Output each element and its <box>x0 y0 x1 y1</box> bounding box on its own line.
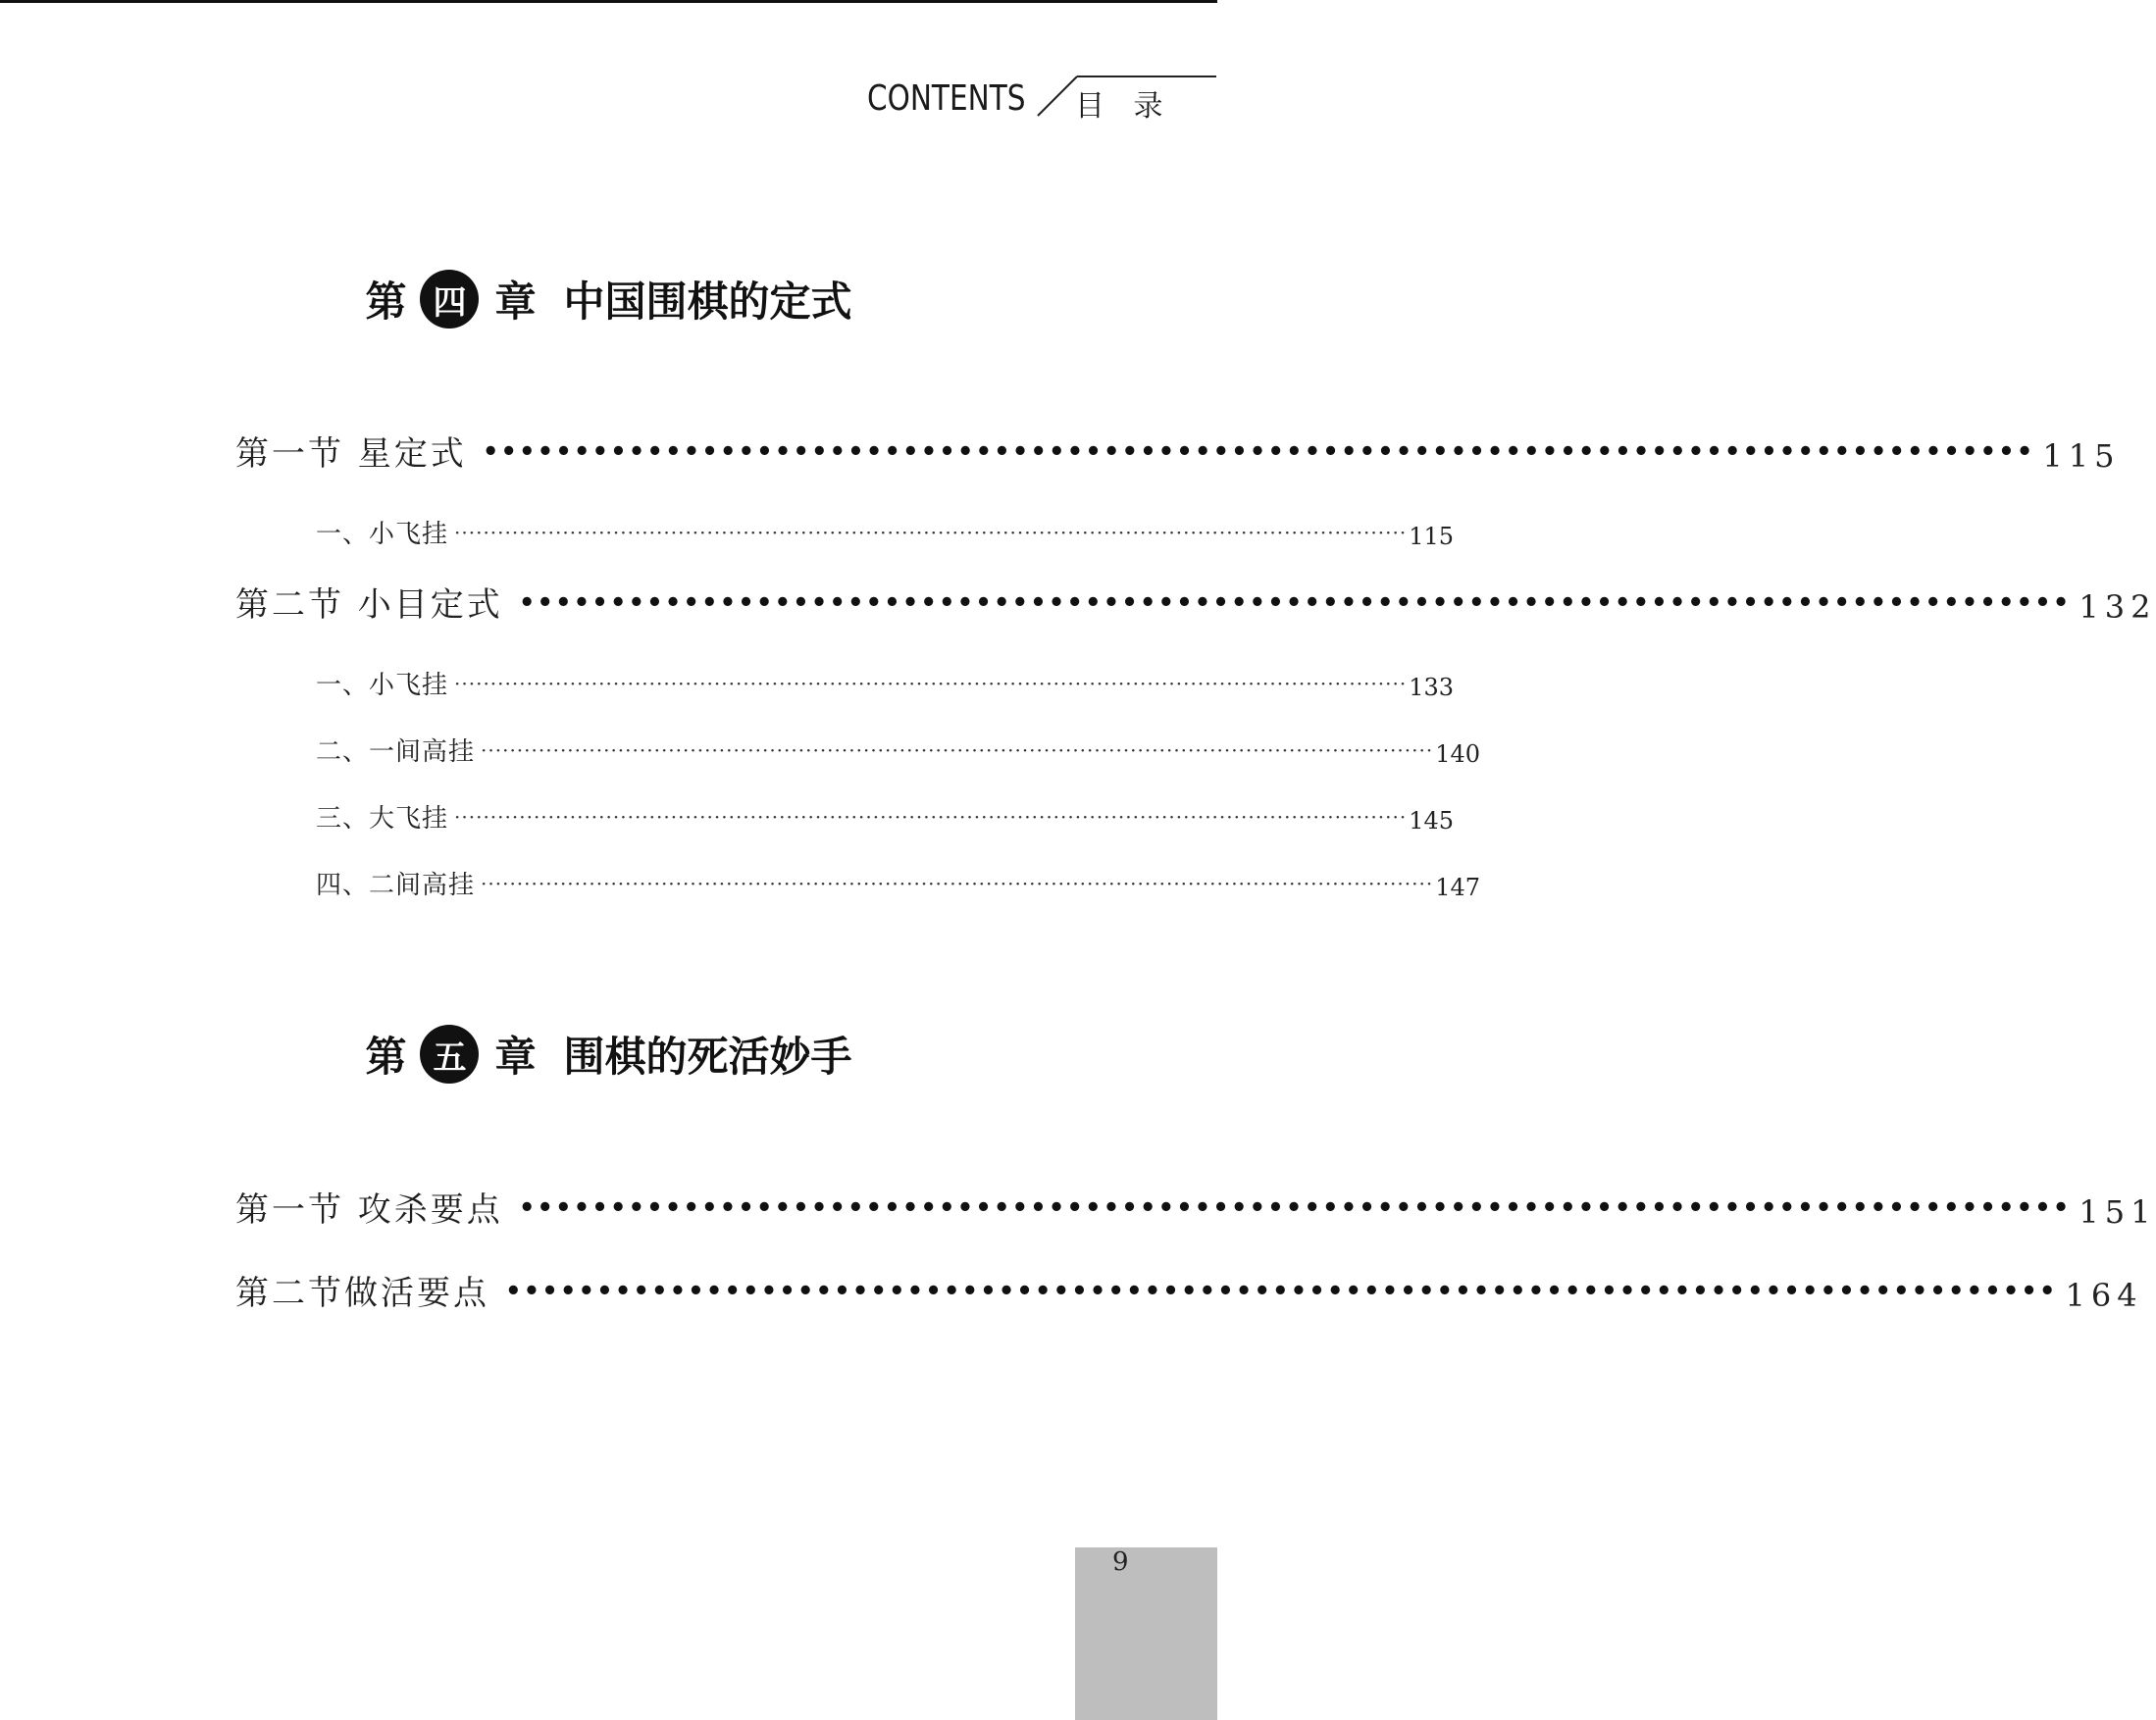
toc-item-label: 四、二间高挂 <box>316 871 476 900</box>
leader-dots: ···································································································································· <box>481 738 1434 762</box>
toc-page-number: 132 <box>2079 588 2156 626</box>
page-number: 9 <box>1112 1547 1129 1577</box>
chapter-title: 中国围棋的定式 <box>563 278 852 326</box>
toc-item-label: 二、一间高挂 <box>316 737 476 767</box>
leader-dots: ···································································································································· <box>454 521 1408 544</box>
toc-item-label: 一、小飞挂 <box>316 520 449 549</box>
chapter-title: 围棋的死活妙手 <box>563 1033 852 1081</box>
toc-section-row[interactable] <box>235 1267 2143 1314</box>
contents-title-cn: 目 录 <box>1075 89 1173 124</box>
leader-dots: ••••••••••••••••••••••••••••••••••••••••••••••••••••••••••••••••••••••••••••••••••••• <box>505 1277 2058 1306</box>
toc-section-label: 第二节做活要点 <box>235 1274 489 1313</box>
chapter-prefix: 第 <box>365 1033 407 1081</box>
page-number-tab <box>1075 1547 1217 1720</box>
leader-dots: ···································································································································· <box>454 672 1408 695</box>
toc-page-number: 133 <box>1409 674 1455 701</box>
leader-dots: ••••••••••••••••••••••••••••••••••••••••••••••••••••••••••••••••••••••••••••••••••••• <box>518 588 2072 618</box>
chapter-heading <box>0 265 1217 333</box>
leader-dots: ···································································································································· <box>481 872 1434 895</box>
toc-page-number: 147 <box>1435 874 1481 901</box>
toc-section-label: 第一节 星定式 <box>235 434 467 474</box>
chapter-number-badge: 五 <box>420 1025 479 1084</box>
toc-section-row[interactable] <box>235 428 2121 475</box>
toc-item-row[interactable] <box>316 799 1455 835</box>
toc-item-label: 三、大飞挂 <box>316 804 449 834</box>
toc-item-row[interactable] <box>316 515 1455 550</box>
toc-section-row[interactable] <box>235 1184 2156 1231</box>
leader-dots: ••••••••••••••••••••••••••••••••••••••••••••••••••••••••••••••••••••••••••••••••••••• <box>482 437 2035 467</box>
toc-page-number: 151 <box>2079 1193 2156 1231</box>
chapter-number-badge: 四 <box>420 270 479 329</box>
toc-item-label: 一、小飞挂 <box>316 671 449 700</box>
contents-header <box>867 75 1217 129</box>
toc-item-row[interactable] <box>316 733 1481 768</box>
toc-item-row[interactable] <box>316 866 1481 901</box>
contents-title-en: CONTENTS <box>867 78 1026 119</box>
chapter-prefix: 第 <box>365 278 407 326</box>
chapter-suffix: 章 <box>494 1033 537 1081</box>
toc-page-number: 140 <box>1435 740 1481 768</box>
toc-page-number: 145 <box>1409 807 1455 835</box>
chapter-heading <box>0 1020 1217 1088</box>
chapter-suffix: 章 <box>494 278 537 326</box>
leader-dots: ···································································································································· <box>454 805 1408 829</box>
toc-section-label: 第二节 小目定式 <box>235 585 503 625</box>
toc-section-label: 第一节 攻杀要点 <box>235 1190 503 1230</box>
toc-page-number: 115 <box>2042 437 2121 475</box>
top-rule <box>0 0 1217 3</box>
toc-item-row[interactable] <box>316 666 1455 701</box>
toc-page-number: 115 <box>1409 523 1455 550</box>
toc-section-row[interactable] <box>235 579 2156 626</box>
toc-page-number: 164 <box>2065 1277 2143 1314</box>
leader-dots: ••••••••••••••••••••••••••••••••••••••••••••••••••••••••••••••••••••••••••••••••••••• <box>518 1193 2072 1223</box>
